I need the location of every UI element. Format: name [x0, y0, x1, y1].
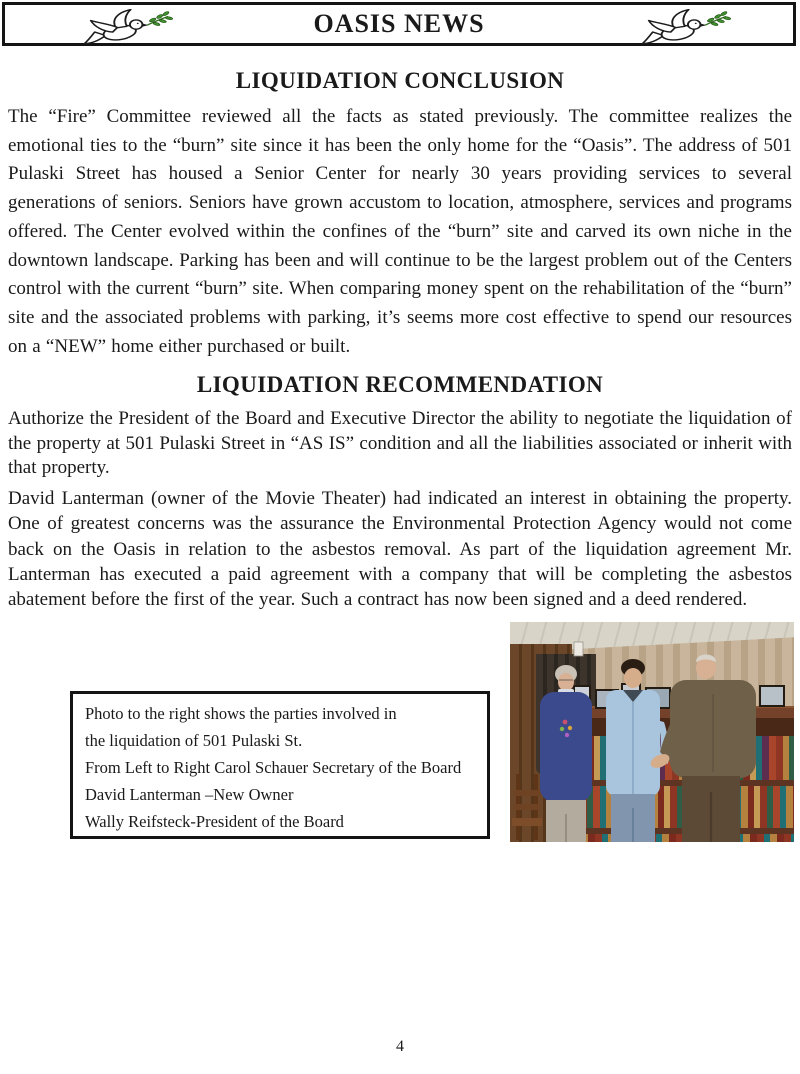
caption-line: From Left to Right Carol Schauer Secretary of the Board: [85, 758, 462, 777]
dove-olive-branch-icon: [637, 9, 731, 47]
photo-caption-box: [70, 691, 490, 839]
paragraph-conclusion: The “Fire” Committee reviewed all the facts as stated previously. The committee realizes the emotional ties to the “burn” site since it has been the only home for the “Oasis”. The address of 501 Pulaski Street has housed a Senior Center for nearly 30 years providing services to several generations of seniors. Seniors have grown accustom to location, atmosphere, services and programs offered. The Center evolved within the confines of the “burn” site and carved its own niche in the downtown landscape. Parking has been and will continue to be the largest problem out of the Centers control with the current “burn” site. When comparing money spent on the rehabilitation of the “burn” site and the associated problems with parking, it’s seems more cost effective to spend our resources on a “NEW” home either purchased or built.: [8, 106, 792, 357]
caption-line: the liquidation of 501 Pulaski St.: [85, 731, 303, 750]
page-number: 4: [396, 1038, 404, 1055]
section-heading-liquidation-recommendation: LIQUIDATION RECOMMENDATION: [196, 372, 604, 397]
caption-line: David Lanterman –New Owner: [85, 785, 294, 804]
masthead: [2, 2, 796, 46]
photo-figure-middle-man: [606, 659, 669, 842]
caption-line: Wally Reifsteck-President of the Board: [85, 812, 344, 831]
newsletter-title: OASIS NEWS: [313, 9, 485, 38]
photo-figures: [510, 622, 794, 842]
paragraph-lanterman: David Lanterman (owner of the Movie Theater) had indicated an interest in obtaining the property. One of greatest concerns was the assurance the Environmental Protection Agency would not come back on the Oasis in relation to the asbestos removal. As part of the liquidation agreement Mr. Lanterman has executed a paid agreement with a company that will be completing the asbestos abatement before the first of the year. Such a contract has now been signed and a deed rendered.: [8, 488, 792, 611]
photo-chair: [512, 774, 542, 840]
paragraph-recommendation: Authorize the President of the Board and Executive Director the ability to negotiate the liquidation of the property at 501 Pulaski Street in “AS IS” condition and all the liabilities associated or inherit with that property.: [8, 408, 792, 478]
caption-line: Photo to the right shows the parties involved in: [85, 704, 397, 723]
photo-figure-right-man: [660, 655, 756, 843]
section-heading-liquidation-conclusion: LIQUIDATION CONCLUSION: [235, 68, 565, 93]
photo-liquidation-parties: [510, 622, 794, 842]
